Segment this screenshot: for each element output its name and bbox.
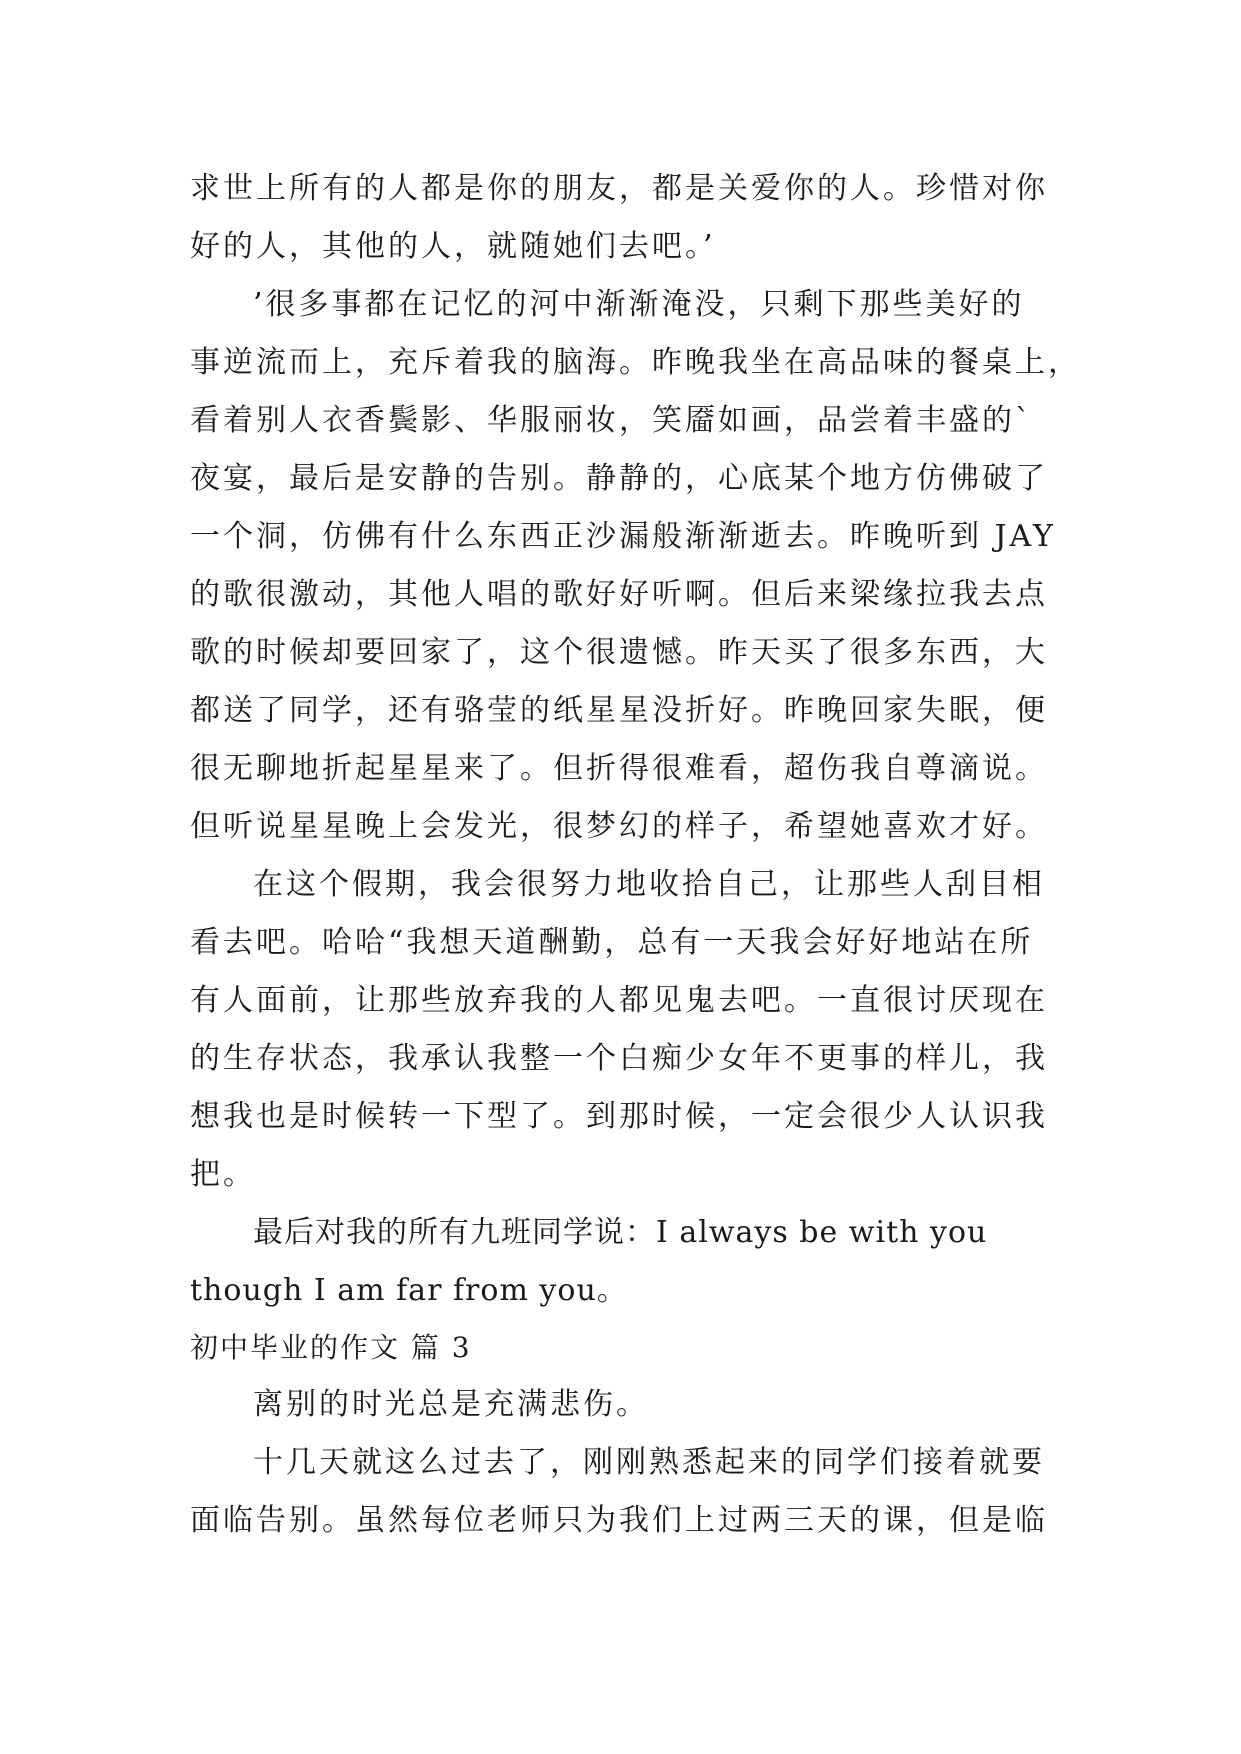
paragraph-5: [190, 1376, 1052, 1434]
section-heading: 初中毕业的作文 篇 3: [190, 1331, 472, 1364]
text-line: 好的人，其他的人，就随她们去吧。’: [190, 229, 716, 264]
text-line: 但听说星星晚上会发光，很梦幻的样子，希望她喜欢才好。: [190, 809, 1048, 844]
text-line: 夜宴，最后是安静的告别。静静的，心底某个地方仿佛破了: [190, 461, 1048, 496]
text-line: 十几天就这么过去了，刚刚熟悉起来的同学们接着就要: [253, 1445, 1045, 1480]
text-line: though I am far from you。: [190, 1273, 628, 1308]
paragraph-1: [190, 160, 1052, 276]
text-line: 离别的时光总是充满悲伤。: [253, 1387, 649, 1422]
text-line: 面临告别。虽然每位老师只为我们上过两三天的课，但是临: [190, 1503, 1048, 1538]
paragraph-2: [190, 276, 1081, 856]
text-line: 看着别人衣香鬓影、华服丽妆，笑靥如画，品尝着丰盛的`: [190, 403, 1033, 438]
text-line: 有人面前，让那些放弃我的人都见鬼去吧。一直很讨厌现在: [190, 983, 1048, 1018]
text-line: 的歌很激动，其他人唱的歌好好听啊。但后来梁缘拉我去点: [190, 577, 1048, 612]
paragraph-6: [190, 1434, 1052, 1550]
text-line: 一个洞，仿佛有什么东西正沙漏般渐渐逝去。昨晚听到 JAY: [190, 519, 1056, 554]
text-line: 很无聊地折起星星来了。但折得很难看，超伤我自尊滴说。: [190, 751, 1048, 786]
text-line: 事逆流而上，充斥着我的脑海。昨晚我坐在高品味的餐桌上，: [190, 345, 1081, 380]
text-line: 看去吧。哈哈“我想天道酬勤，总有一天我会好好地站在所: [190, 925, 1034, 960]
text-line: 最后对我的所有九班同学说：I always be with you: [253, 1215, 988, 1250]
text-line: 的生存状态，我承认我整一个白痴少女年不更事的样儿，我: [190, 1041, 1048, 1076]
text-line: 想我也是时候转一下型了。到那时候，一定会很少人认识我: [190, 1099, 1048, 1134]
text-line: 求世上所有的人都是你的朋友，都是关爱你的人。珍惜对你: [190, 171, 1048, 206]
text-line: ’很多事都在记忆的河中渐渐淹没，只剩下那些美好的: [253, 287, 1025, 322]
paragraph-4: [190, 1204, 1052, 1320]
document-page: [190, 160, 1081, 1550]
paragraph-3: [190, 856, 1052, 1204]
text-line: 在这个假期，我会很努力地收拾自己，让那些人刮目相: [253, 867, 1045, 902]
text-line: 都送了同学，还有骆莹的纸星星没折好。昨晚回家失眠，便: [190, 693, 1048, 728]
text-line: 把。: [190, 1157, 256, 1192]
text-line: 歌的时候却要回家了，这个很遗憾。昨天买了很多东西，大: [190, 635, 1048, 670]
